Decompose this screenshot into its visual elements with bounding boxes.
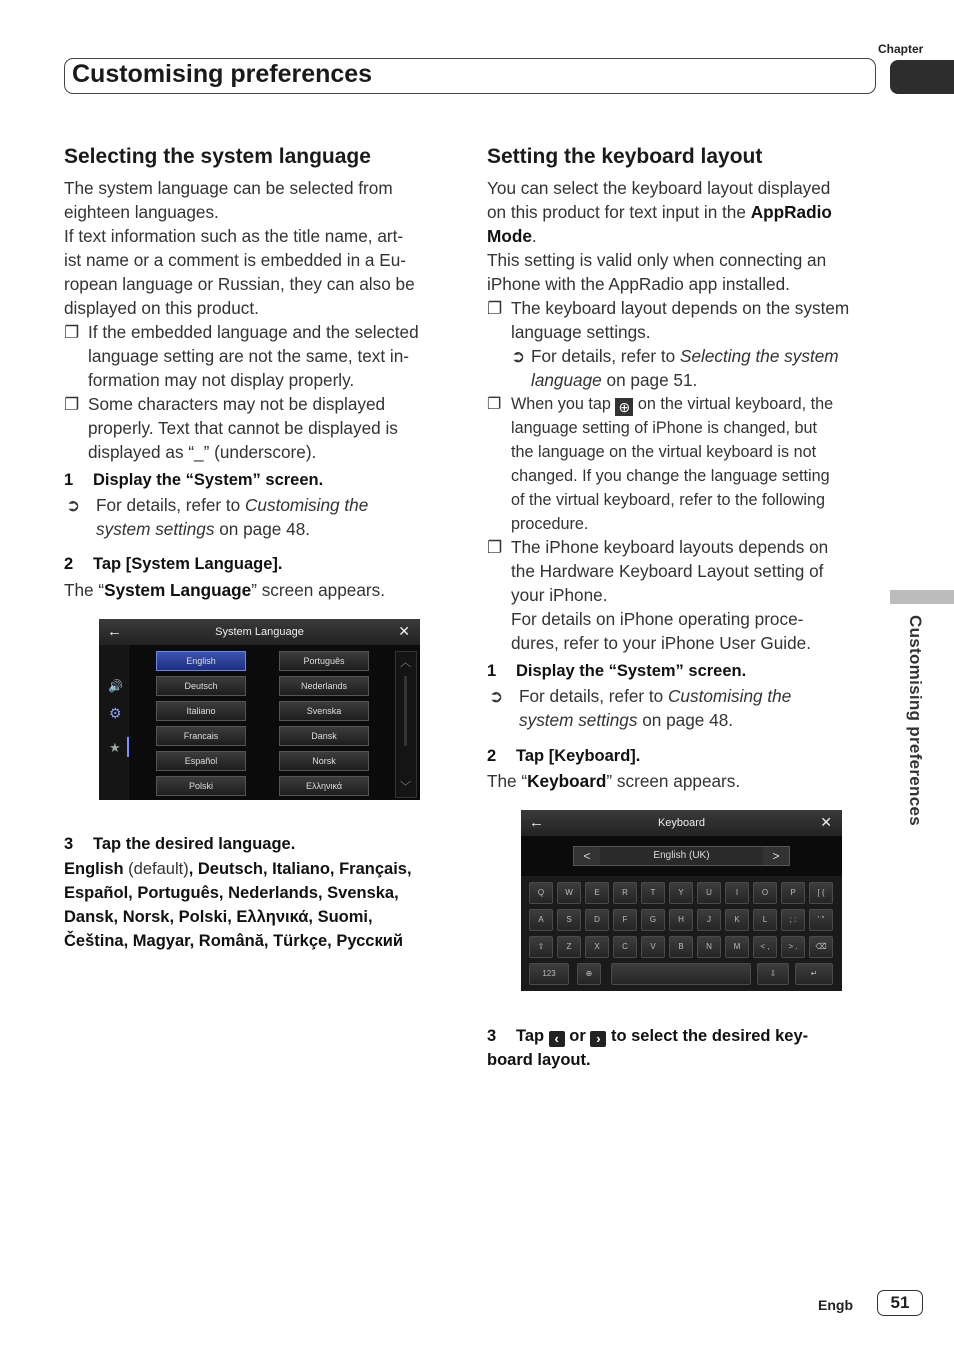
left-step-3: 3 Tap the desired language. xyxy=(64,835,296,853)
layout-name: English (UK) xyxy=(653,850,710,861)
chevron-left-icon[interactable]: < xyxy=(574,847,600,865)
right-step-1-ref: ➲ For details, refer to Customising the system settings on page 48. xyxy=(489,686,792,730)
right-note-2: ❐ When you tap ⊕ on the virtual keyboard, the language setting of iPhone is changed, but the language on the virtual keyboard is not changed. If you change the language setting of the virtual keyboard, refer to the following procedure. xyxy=(487,395,834,533)
key-f[interactable]: F xyxy=(613,909,637,931)
layout-selector xyxy=(573,846,790,866)
chevron-left-icon: ‹ xyxy=(549,1031,565,1047)
space-key[interactable] xyxy=(611,963,751,985)
key-bracket[interactable]: [ { xyxy=(809,882,833,904)
key-less-than[interactable]: < , xyxy=(753,936,777,958)
right-note-1-ref: ➲ For details, refer to Selecting the system language on page 51. xyxy=(511,346,839,390)
gear-icon: ⚙ xyxy=(109,705,122,721)
left-step-1-ref: ➲ For details, refer to Customising the system settings on page 48. xyxy=(66,495,369,539)
lang-btn-svenska[interactable]: Svenska xyxy=(279,701,369,721)
chapter-label: Chapter xyxy=(878,42,924,56)
scrollbar[interactable] xyxy=(395,651,417,798)
side-tab-label: Customising preferences xyxy=(906,615,925,826)
right-step-2: 2 Tap [Keyboard]. xyxy=(487,747,641,765)
key-h[interactable]: H xyxy=(669,909,693,931)
key-greater-than[interactable]: > . xyxy=(781,936,805,958)
key-l[interactable]: L xyxy=(753,909,777,931)
key-u[interactable]: U xyxy=(697,882,721,904)
globe-key-icon[interactable]: ⊕ xyxy=(577,963,601,985)
lang-btn-portugues[interactable]: Português xyxy=(279,651,369,671)
key-q[interactable]: Q xyxy=(529,882,553,904)
close-icon: ✕ xyxy=(820,814,832,830)
lang-btn-francais[interactable]: Francais xyxy=(156,726,246,746)
key-123[interactable]: 123 xyxy=(529,963,569,985)
key-c[interactable]: C xyxy=(613,936,637,958)
right-note-1: ❐ The keyboard layout depends on the system language settings. xyxy=(487,298,850,342)
left-heading: Selecting the system language xyxy=(64,145,371,168)
key-o[interactable]: O xyxy=(753,882,777,904)
key-a[interactable]: A xyxy=(529,909,553,931)
footer-language: Engb xyxy=(818,1297,853,1313)
lang-btn-espanol[interactable]: Español xyxy=(156,751,246,771)
key-g[interactable]: G xyxy=(641,909,665,931)
arrow-icon: ➲ xyxy=(489,686,504,706)
right-step-1: 1 Display the “System” screen. xyxy=(487,662,747,680)
key-k[interactable]: K xyxy=(725,909,749,931)
key-r[interactable]: R xyxy=(613,882,637,904)
star-icon: ★ xyxy=(109,740,121,755)
screen-title: Keyboard xyxy=(657,817,706,829)
keyboard-screenshot xyxy=(521,810,842,991)
key-w[interactable]: W xyxy=(557,882,581,904)
screen-header xyxy=(521,810,842,836)
backspace-icon[interactable]: ⌫ xyxy=(809,936,833,958)
back-arrow-icon: ← xyxy=(529,814,544,831)
key-d[interactable]: D xyxy=(585,909,609,931)
left-step-2-after: The “System Language” screen appears. xyxy=(64,580,385,600)
left-step-1: 1 Display the “System” screen. xyxy=(64,471,324,489)
shift-key[interactable]: ⇧ xyxy=(529,936,553,958)
lang-btn-greek[interactable]: Ελληνικά xyxy=(279,776,369,796)
side-tab-bar xyxy=(890,590,954,604)
chevron-up-icon: ︿ xyxy=(400,657,411,669)
key-semicolon[interactable]: ; : xyxy=(781,909,805,931)
lang-btn-norsk[interactable]: Norsk xyxy=(279,751,369,771)
hide-keyboard-icon[interactable]: ⇩ xyxy=(757,963,789,985)
right-intro-1: You can select the keyboard layout displayed on this product for text input in the AppRadio Mode. xyxy=(487,178,832,246)
key-p[interactable]: P xyxy=(781,882,805,904)
chapter-number-tab xyxy=(890,60,954,94)
virtual-keyboard xyxy=(521,876,842,991)
language-list: English (default), Deutsch, Italiano, Français, Español, Português, Nederlands, Svenska, Dansk, Norsk, Polski, Ελληνικά, Suomi, Čeština, Magyar, Română, Türkçe, Русский xyxy=(64,860,412,950)
left-note-1: ❐ If the embedded language and the selected language setting are not the same, text in- formation may not display properly. xyxy=(64,322,419,390)
screen-header xyxy=(99,619,420,645)
right-heading: Setting the keyboard layout xyxy=(487,145,763,168)
lang-btn-dansk[interactable]: Dansk xyxy=(279,726,369,746)
arrow-icon: ➲ xyxy=(66,495,81,515)
key-quote[interactable]: ' " xyxy=(809,909,833,931)
key-i[interactable]: I xyxy=(725,882,749,904)
arrow-icon: ➲ xyxy=(511,346,526,366)
page-title: Customising preferences xyxy=(72,60,373,88)
right-step-3: 3 Tap ‹ or › to select the desired key- board layout. xyxy=(487,1027,809,1069)
key-s[interactable]: S xyxy=(557,909,581,931)
lang-btn-italiano[interactable]: Italiano xyxy=(156,701,246,721)
key-n[interactable]: N xyxy=(697,936,721,958)
right-step-2-after: The “Keyboard” screen appears. xyxy=(487,771,741,791)
key-m[interactable]: M xyxy=(725,936,749,958)
right-note-3: ❐ The iPhone keyboard layouts depends on the Hardware Keyboard Layout setting of your iPhone. For details on iPhone operating proce- dures, refer to your iPhone User Guide. xyxy=(487,537,829,653)
side-menu xyxy=(99,645,129,800)
chevron-right-icon: › xyxy=(590,1031,606,1047)
chevron-right-icon[interactable]: > xyxy=(763,847,789,865)
chevron-down-icon: ﹀ xyxy=(400,781,411,793)
system-language-screenshot xyxy=(99,619,420,800)
key-j[interactable]: J xyxy=(697,909,721,931)
left-intro: The system language can be selected from eighteen languages. If text information such as the title name, art- ist name or a comment is embedded in a Eu- ropean language or Russian, they can also be displayed on this product. xyxy=(64,178,415,318)
key-y[interactable]: Y xyxy=(669,882,693,904)
lang-btn-polski[interactable]: Polski xyxy=(156,776,246,796)
close-icon: ✕ xyxy=(398,623,410,639)
key-v[interactable]: V xyxy=(641,936,665,958)
key-e[interactable]: E xyxy=(585,882,609,904)
speaker-icon: 🔊 xyxy=(108,679,123,693)
key-t[interactable]: T xyxy=(641,882,665,904)
key-b[interactable]: B xyxy=(669,936,693,958)
key-x[interactable]: X xyxy=(585,936,609,958)
key-z[interactable]: Z xyxy=(557,936,581,958)
screen-title: System Language xyxy=(215,626,304,638)
left-step-2: 2 Tap [System Language]. xyxy=(64,555,283,573)
page-number: 51 xyxy=(877,1290,923,1316)
right-intro-2: This setting is valid only when connecting an iPhone with the AppRadio app installed. xyxy=(487,250,827,294)
lang-btn-deutsch[interactable]: Deutsch xyxy=(156,676,246,696)
enter-icon[interactable]: ↵ xyxy=(795,963,833,985)
back-arrow-icon: ← xyxy=(107,623,122,640)
lang-btn-nederlands[interactable]: Nederlands xyxy=(279,676,369,696)
globe-icon: ⊕ xyxy=(615,398,633,416)
left-note-2: ❐ Some characters may not be displayed properly. Text that cannot be displayed is displayed as “_” (underscore). xyxy=(64,394,398,462)
lang-btn-english[interactable]: English xyxy=(156,651,246,671)
